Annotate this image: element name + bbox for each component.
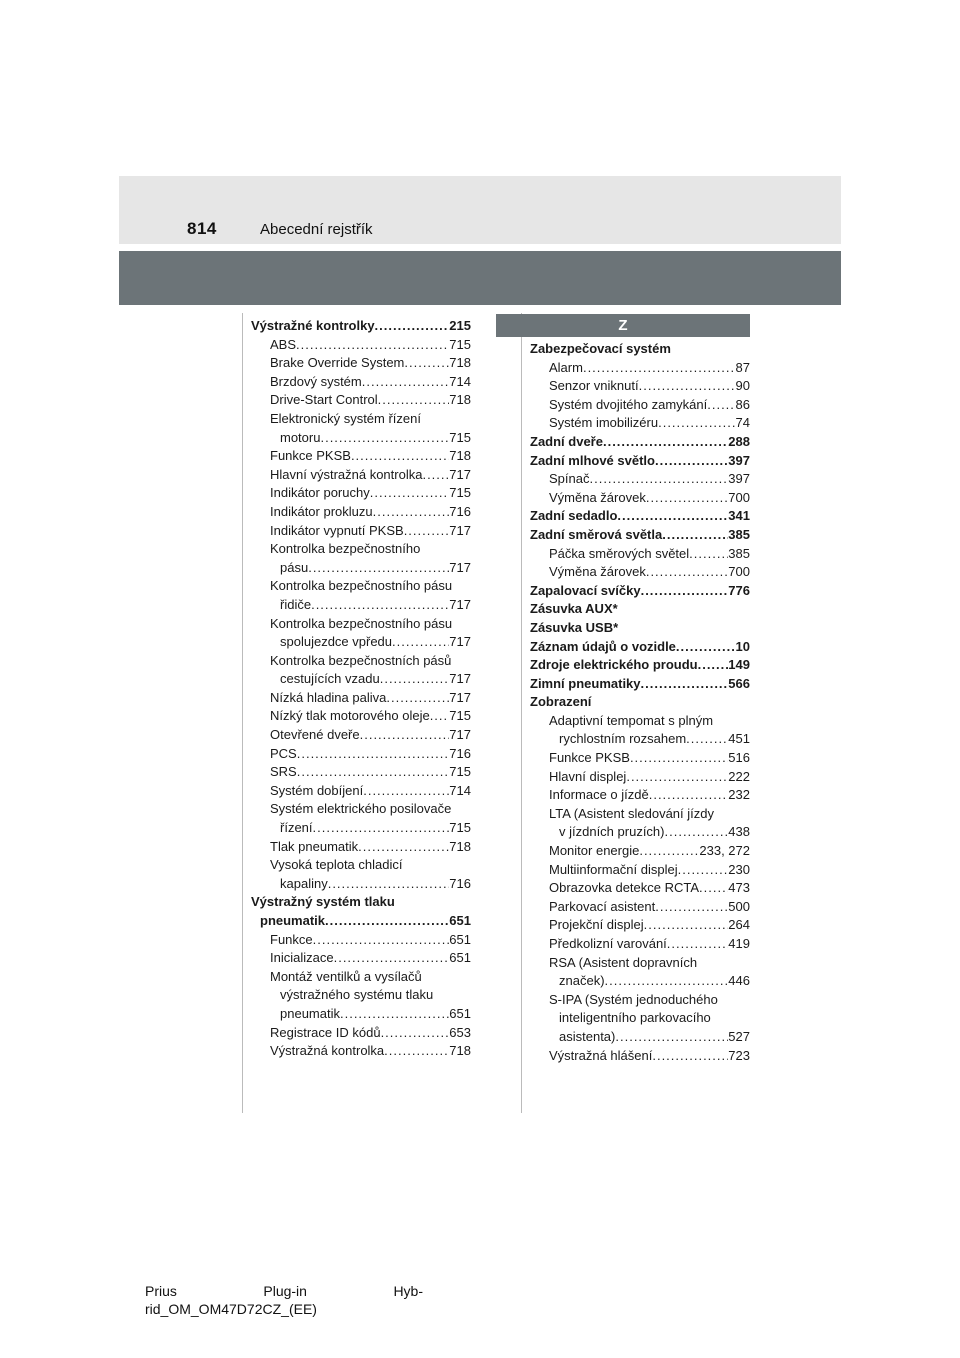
index-entry-term: Brake Override System bbox=[270, 355, 405, 371]
dot-leader bbox=[676, 638, 736, 657]
index-entry-term: Zdroje elektrického proudu bbox=[530, 657, 698, 673]
index-entry bbox=[530, 730, 750, 749]
dot-leader bbox=[641, 675, 729, 694]
index-entry bbox=[530, 414, 750, 433]
index-entry-term: řízení bbox=[280, 820, 313, 836]
index-entry-term: Zásuvka USB* bbox=[530, 619, 619, 635]
dot-leader bbox=[363, 782, 449, 801]
index-entry bbox=[530, 1028, 750, 1047]
dot-leader bbox=[296, 336, 449, 355]
index-entry bbox=[251, 968, 471, 987]
dot-leader bbox=[644, 916, 729, 935]
index-entry-page[interactable]: 87 bbox=[735, 359, 750, 375]
index-entry-term: motoru bbox=[280, 429, 321, 445]
index-entry-page[interactable]: 651 bbox=[449, 931, 471, 947]
index-entry-page[interactable]: 446 bbox=[728, 973, 750, 989]
dot-leader bbox=[698, 656, 729, 675]
index-entry-term: Hlavní výstražná kontrolka bbox=[270, 466, 423, 482]
footer-word: Plug-in bbox=[263, 1283, 307, 1299]
index-entry bbox=[251, 410, 471, 429]
dot-leader bbox=[678, 861, 729, 880]
index-entry-page[interactable]: 233, 272 bbox=[699, 843, 750, 859]
index-entry-term: Vysoká teplota chladicí bbox=[270, 857, 403, 873]
dot-leader bbox=[665, 823, 729, 842]
index-entry-page[interactable]: 717 bbox=[449, 689, 471, 705]
index-entry bbox=[251, 875, 471, 894]
index-entry-term: Výměna žárovek bbox=[549, 489, 646, 505]
index-entry-term: Kontrolka bezpečnostního bbox=[270, 541, 421, 557]
dot-leader bbox=[662, 526, 728, 545]
header-dark-band bbox=[119, 251, 841, 305]
dot-leader bbox=[615, 1028, 728, 1047]
index-entry-term: ABS bbox=[270, 336, 297, 352]
index-entry-page[interactable]: 419 bbox=[728, 936, 750, 951]
index-entry-term: Adaptivní tempomat s plným bbox=[549, 712, 714, 728]
index-entry bbox=[251, 484, 471, 503]
index-entry-term: v jízdních pruzích) bbox=[559, 824, 665, 840]
dot-leader bbox=[297, 763, 450, 782]
index-entry-page[interactable]: 715 bbox=[449, 336, 471, 352]
index-entry bbox=[530, 563, 750, 582]
index-entry-term: Spínač bbox=[549, 471, 590, 487]
index-entry-page[interactable]: 222 bbox=[728, 768, 750, 784]
index-entry bbox=[530, 452, 750, 471]
index-entry-term: RSA (Asistent dopravních bbox=[549, 954, 698, 970]
index-entry-term: řidiče bbox=[280, 596, 312, 612]
index-entry bbox=[530, 656, 750, 675]
dot-leader bbox=[430, 707, 450, 726]
dot-leader bbox=[328, 875, 450, 894]
footer-word: Hyb- bbox=[393, 1283, 423, 1299]
index-entry-term: Páčka směrových světel bbox=[549, 545, 690, 561]
index-entry bbox=[530, 433, 750, 452]
dot-leader bbox=[626, 768, 728, 787]
index-entry-page[interactable]: 385 bbox=[728, 545, 750, 561]
index-entry bbox=[530, 675, 750, 694]
index-entry-term: Funkce PKSB bbox=[549, 750, 630, 766]
index-entry bbox=[251, 1005, 471, 1024]
dot-leader bbox=[646, 489, 728, 508]
index-entry-term: LTA (Asistent sledování jízdy bbox=[549, 805, 714, 821]
dot-leader bbox=[370, 484, 450, 503]
dot-leader bbox=[649, 786, 729, 805]
index-entry-term: Systém elektrického posilovače bbox=[270, 801, 452, 817]
index-entry-page[interactable]: 288 bbox=[728, 433, 750, 449]
index-entry-term: Senzor vniknutí bbox=[549, 378, 639, 394]
index-entry-page[interactable]: 714 bbox=[449, 373, 471, 389]
dot-leader bbox=[297, 745, 450, 764]
index-entry-term: Elektronický systém řízení bbox=[270, 410, 421, 426]
column-divider-middle bbox=[521, 313, 522, 1113]
index-entry-page[interactable]: 516 bbox=[728, 750, 750, 766]
index-entry-term: Indikátor poruchy bbox=[270, 485, 370, 501]
index-entry bbox=[530, 991, 750, 1010]
dot-leader bbox=[655, 452, 728, 471]
index-entry-page[interactable]: 717 bbox=[449, 466, 471, 482]
index-entry bbox=[251, 652, 471, 671]
index-entry bbox=[251, 689, 471, 708]
index-entry bbox=[251, 726, 471, 745]
index-entry bbox=[251, 707, 471, 726]
index-entry bbox=[251, 800, 471, 819]
dot-leader bbox=[583, 359, 736, 378]
index-entry-term: Zadní dveře bbox=[530, 433, 603, 449]
index-entry bbox=[251, 986, 471, 1005]
index-entry-page[interactable]: 651 bbox=[449, 913, 471, 928]
index-entry bbox=[530, 749, 750, 768]
index-entry bbox=[530, 712, 750, 731]
index-entry-page[interactable]: 715 bbox=[449, 429, 471, 445]
header-band bbox=[119, 176, 841, 244]
index-entry-term: Kontrolka bezpečnostního pásu bbox=[270, 578, 453, 594]
index-entry-page[interactable]: 723 bbox=[728, 1047, 750, 1063]
index-entry-page[interactable]: 230 bbox=[728, 861, 750, 877]
dot-leader bbox=[380, 670, 450, 689]
index-entry-term: Registrace ID kódů bbox=[270, 1024, 381, 1040]
index-entry bbox=[530, 396, 750, 415]
index-entry bbox=[530, 545, 750, 564]
index-entry-page[interactable]: 500 bbox=[728, 898, 750, 914]
dot-leader bbox=[358, 838, 449, 857]
section-title: Abecední rejstřík bbox=[260, 221, 373, 238]
index-entry bbox=[530, 693, 750, 712]
index-entry-term: Systém dvojitého zamykání bbox=[549, 396, 708, 412]
dot-leader bbox=[699, 879, 728, 898]
index-entry bbox=[530, 879, 750, 898]
dot-leader bbox=[334, 949, 450, 968]
index-entry-term: Otevřené dveře bbox=[270, 727, 360, 743]
index-entry-term: Výstražná hlášení bbox=[549, 1047, 653, 1063]
index-entry-term: Montáž ventilků a vysílačů bbox=[270, 968, 422, 984]
page-number: 814 bbox=[187, 219, 217, 238]
index-entry-page[interactable]: 715 bbox=[449, 485, 471, 501]
footer-word: Prius bbox=[145, 1283, 177, 1299]
index-entry-page[interactable]: 717 bbox=[449, 559, 471, 575]
index-entry-page[interactable]: 717 bbox=[449, 596, 471, 612]
index-entry-term: Obrazovka detekce RCTA bbox=[549, 880, 700, 896]
dot-leader bbox=[655, 898, 728, 917]
index-entry-term: Nízká hladina paliva bbox=[270, 689, 387, 705]
index-entry bbox=[530, 489, 750, 508]
index-entry bbox=[251, 466, 471, 485]
index-entry-term: Indikátor prokluzu bbox=[270, 503, 373, 519]
dot-leader bbox=[641, 582, 729, 601]
index-entry-term: Zásuvka AUX* bbox=[530, 601, 618, 617]
index-entry bbox=[251, 429, 471, 448]
index-entry-page[interactable]: 718 bbox=[449, 392, 471, 408]
index-entry-term: Tlak pneumatik bbox=[270, 838, 359, 854]
index-column-left bbox=[251, 317, 471, 1061]
index-entry-term: Zobrazení bbox=[530, 694, 592, 710]
index-entry-term: Informace o jízdě bbox=[549, 787, 649, 803]
index-entry-term: Parkovací asistent bbox=[549, 898, 656, 914]
index-entry bbox=[530, 340, 750, 359]
index-entry bbox=[530, 823, 750, 842]
index-entry-term: cestujících vzadu bbox=[280, 671, 380, 687]
index-entry bbox=[251, 503, 471, 522]
dot-leader bbox=[378, 391, 450, 410]
dot-leader bbox=[630, 749, 728, 768]
index-entry bbox=[251, 1024, 471, 1043]
index-entry-term: Funkce PKSB bbox=[270, 448, 351, 464]
dot-leader bbox=[313, 819, 450, 838]
index-entry bbox=[251, 782, 471, 801]
index-entry bbox=[251, 819, 471, 838]
index-entry bbox=[530, 470, 750, 489]
index-entry-page[interactable]: 86 bbox=[735, 396, 750, 412]
dot-leader bbox=[686, 730, 728, 749]
index-entry bbox=[530, 954, 750, 973]
index-entry bbox=[251, 336, 471, 355]
index-entry-page[interactable]: 10 bbox=[735, 638, 750, 654]
index-entry-term: Drive-Start Control bbox=[270, 392, 378, 408]
index-entry bbox=[530, 898, 750, 917]
index-entry-term: Systém dobíjení bbox=[270, 782, 364, 798]
index-entry bbox=[530, 507, 750, 526]
dot-leader bbox=[404, 354, 449, 373]
index-entry-term: Výměna žárovek bbox=[549, 564, 646, 580]
index-entry-page[interactable]: 451 bbox=[728, 731, 750, 747]
index-entry bbox=[530, 600, 750, 619]
dot-leader bbox=[313, 931, 450, 950]
dot-leader bbox=[589, 470, 728, 489]
index-entry-page[interactable]: 74 bbox=[735, 415, 750, 431]
index-entry bbox=[251, 577, 471, 596]
index-entry-term: Zimní pneumatiky bbox=[530, 675, 641, 691]
index-entry-page[interactable]: 651 bbox=[449, 950, 471, 966]
index-entry-term: Zapalovací svíčky bbox=[530, 582, 641, 598]
index-entry bbox=[530, 526, 750, 545]
index-entry bbox=[530, 1009, 750, 1028]
index-entry-term: Inicializace bbox=[270, 950, 334, 966]
index-entry bbox=[530, 377, 750, 396]
index-entry bbox=[251, 1042, 471, 1061]
index-entry bbox=[251, 391, 471, 410]
index-entry bbox=[251, 856, 471, 875]
index-entry bbox=[251, 354, 471, 373]
index-entry-term: Projekční displej bbox=[549, 917, 644, 933]
dot-leader bbox=[392, 633, 449, 652]
index-entry bbox=[251, 838, 471, 857]
index-entry-term: Kontrolka bezpečnostního pásu bbox=[270, 615, 453, 631]
index-entry-page[interactable]: 341 bbox=[728, 508, 750, 524]
index-entry-page[interactable]: 716 bbox=[449, 503, 471, 519]
index-entry-term: Multiinformační displej bbox=[549, 861, 678, 877]
dot-leader bbox=[639, 377, 736, 396]
dot-leader bbox=[384, 1042, 449, 1061]
index-entry-term: výstražného systému tlaku bbox=[280, 987, 434, 1003]
dot-leader bbox=[375, 317, 450, 336]
index-entry-term: pásu bbox=[280, 559, 309, 575]
index-entry-term: asistenta) bbox=[559, 1028, 616, 1044]
dot-leader bbox=[667, 935, 729, 954]
index-entry-term: spolujezdce vpředu bbox=[280, 634, 393, 650]
index-entry-page[interactable]: 385 bbox=[728, 526, 750, 542]
index-entry-term: Výstražná kontrolka bbox=[270, 1043, 385, 1059]
index-entry bbox=[530, 972, 750, 991]
index-entry-page[interactable]: 653 bbox=[449, 1024, 471, 1040]
dot-leader bbox=[308, 559, 449, 578]
index-entry bbox=[251, 447, 471, 466]
index-entry bbox=[251, 559, 471, 578]
index-entry bbox=[530, 619, 750, 638]
index-entry bbox=[251, 949, 471, 968]
index-entry-page[interactable]: 717 bbox=[449, 671, 471, 687]
index-entry bbox=[530, 638, 750, 657]
index-entry bbox=[251, 745, 471, 764]
index-entry-term: Systém imobilizéru bbox=[549, 415, 659, 431]
index-column-right bbox=[530, 340, 750, 1065]
dot-leader bbox=[652, 1047, 728, 1066]
index-entry-term: PCS bbox=[270, 745, 297, 761]
index-entry-page[interactable]: 717 bbox=[449, 727, 471, 743]
index-entry-page[interactable]: 651 bbox=[449, 1005, 471, 1021]
dot-leader bbox=[325, 912, 449, 931]
dot-leader bbox=[605, 972, 729, 991]
index-entry-term: kapaliny bbox=[280, 875, 328, 891]
index-entry-page[interactable]: 397 bbox=[728, 471, 750, 487]
index-entry-page[interactable]: 718 bbox=[449, 838, 471, 854]
index-entry bbox=[251, 670, 471, 689]
index-entry-term: Kontrolka bezpečnostních pásů bbox=[270, 652, 452, 668]
index-entry-term: značek) bbox=[559, 973, 605, 989]
index-entry-page[interactable]: 215 bbox=[449, 318, 471, 333]
index-entry-page[interactable]: 566 bbox=[728, 675, 750, 691]
index-entry-page[interactable]: 716 bbox=[449, 745, 471, 761]
index-entry-page[interactable]: 700 bbox=[728, 564, 750, 580]
index-entry-page[interactable]: 718 bbox=[449, 355, 471, 371]
dot-leader bbox=[639, 842, 699, 861]
dot-leader bbox=[658, 414, 735, 433]
dot-leader bbox=[707, 396, 735, 415]
index-entry bbox=[251, 615, 471, 634]
footer-doc-code: rid_OM_OM47D72CZ_(EE) bbox=[145, 1301, 317, 1317]
index-entry bbox=[530, 359, 750, 378]
index-entry-page[interactable]: 716 bbox=[449, 875, 471, 891]
index-entry-term: Zadní mlhové světlo bbox=[530, 452, 655, 468]
index-entry-term: pneumatik bbox=[260, 913, 326, 928]
index-entry-term: Hlavní displej bbox=[549, 768, 627, 784]
index-entry-term: Indikátor vypnutí PKSB bbox=[270, 522, 404, 538]
index-entry-page[interactable]: 438 bbox=[728, 824, 750, 840]
index-entry-term: Brzdový systém bbox=[270, 373, 362, 389]
dot-leader bbox=[646, 563, 728, 582]
index-entry-page[interactable]: 700 bbox=[728, 489, 750, 505]
index-entry bbox=[251, 317, 471, 336]
dot-leader bbox=[362, 373, 450, 392]
index-entry bbox=[251, 912, 471, 931]
index-entry-term: SRS bbox=[270, 764, 297, 780]
index-entry-term: Zadní směrová světla bbox=[530, 526, 663, 542]
dot-leader bbox=[689, 545, 728, 564]
index-entry bbox=[530, 861, 750, 880]
index-entry bbox=[530, 805, 750, 824]
index-entry-term: pneumatik bbox=[280, 1005, 340, 1021]
index-entry-page[interactable]: 776 bbox=[728, 582, 750, 598]
index-entry-page[interactable]: 397 bbox=[728, 452, 750, 468]
dot-leader bbox=[617, 507, 728, 526]
index-entry-term: inteligentního parkovacího bbox=[559, 1010, 711, 1026]
index-entry-term: Alarm bbox=[549, 359, 583, 375]
dot-leader bbox=[311, 596, 449, 615]
dot-leader bbox=[381, 1024, 450, 1043]
index-entry-page[interactable]: 715 bbox=[449, 764, 471, 780]
index-entry-term: Funkce bbox=[270, 931, 313, 947]
index-entry-term: rychlostním rozsahem bbox=[559, 731, 687, 747]
dot-leader bbox=[351, 447, 449, 466]
index-entry-page[interactable]: 715 bbox=[449, 820, 471, 836]
index-entry-term: Záznam údajů o vozidle bbox=[530, 638, 676, 654]
dot-leader bbox=[404, 522, 450, 541]
dot-leader bbox=[603, 433, 728, 452]
index-entry bbox=[251, 540, 471, 559]
index-entry-term: Předkolizní varování bbox=[549, 936, 667, 951]
index-entry bbox=[251, 763, 471, 782]
index-entry-page[interactable]: 715 bbox=[449, 708, 471, 724]
column-divider-left bbox=[242, 313, 243, 1113]
index-entry bbox=[530, 935, 750, 954]
index-entry-term: Zadní sedadlo bbox=[530, 508, 618, 524]
index-entry-term: Nízký tlak motorového oleje bbox=[270, 708, 430, 724]
index-entry-term: Monitor energie bbox=[549, 843, 640, 859]
index-entry-page[interactable]: 717 bbox=[449, 522, 471, 538]
index-entry bbox=[251, 522, 471, 541]
index-entry-page[interactable]: 264 bbox=[728, 917, 750, 933]
footer bbox=[145, 1282, 445, 1318]
dot-leader bbox=[386, 689, 449, 708]
dot-leader bbox=[373, 503, 450, 522]
index-entry bbox=[251, 633, 471, 652]
dot-leader bbox=[340, 1005, 449, 1024]
dot-leader bbox=[422, 466, 449, 485]
index-entry bbox=[251, 373, 471, 392]
index-entry-term: S-IPA (Systém jednoduchého bbox=[549, 991, 718, 1007]
index-entry bbox=[530, 842, 750, 861]
index-entry bbox=[530, 768, 750, 787]
index-entry-page[interactable]: 527 bbox=[728, 1028, 750, 1044]
index-entry bbox=[530, 582, 750, 601]
dot-leader bbox=[320, 429, 449, 448]
index-entry-page[interactable]: 714 bbox=[449, 782, 471, 798]
dot-leader bbox=[360, 726, 450, 745]
index-entry-page[interactable]: 717 bbox=[449, 634, 471, 650]
index-entry-term: Výstražný systém tlaku bbox=[251, 894, 395, 910]
letter-heading: Z bbox=[496, 314, 750, 337]
index-entry-page[interactable]: 90 bbox=[735, 378, 750, 394]
index-entry bbox=[251, 893, 471, 912]
index-entry-term: Zabezpečovací systém bbox=[530, 341, 671, 356]
index-entry bbox=[251, 596, 471, 615]
index-entry bbox=[530, 1047, 750, 1066]
index-entry-term: Výstražné kontrolky bbox=[251, 318, 375, 333]
index-entry-page[interactable]: 718 bbox=[449, 1043, 471, 1059]
index-entry bbox=[530, 786, 750, 805]
index-entry bbox=[530, 916, 750, 935]
index-entry-page[interactable]: 149 bbox=[728, 657, 750, 673]
index-entry-page[interactable]: 473 bbox=[728, 880, 750, 896]
index-entry-page[interactable]: 232 bbox=[728, 787, 750, 803]
index-entry-page[interactable]: 718 bbox=[449, 448, 471, 464]
index-entry bbox=[251, 931, 471, 950]
